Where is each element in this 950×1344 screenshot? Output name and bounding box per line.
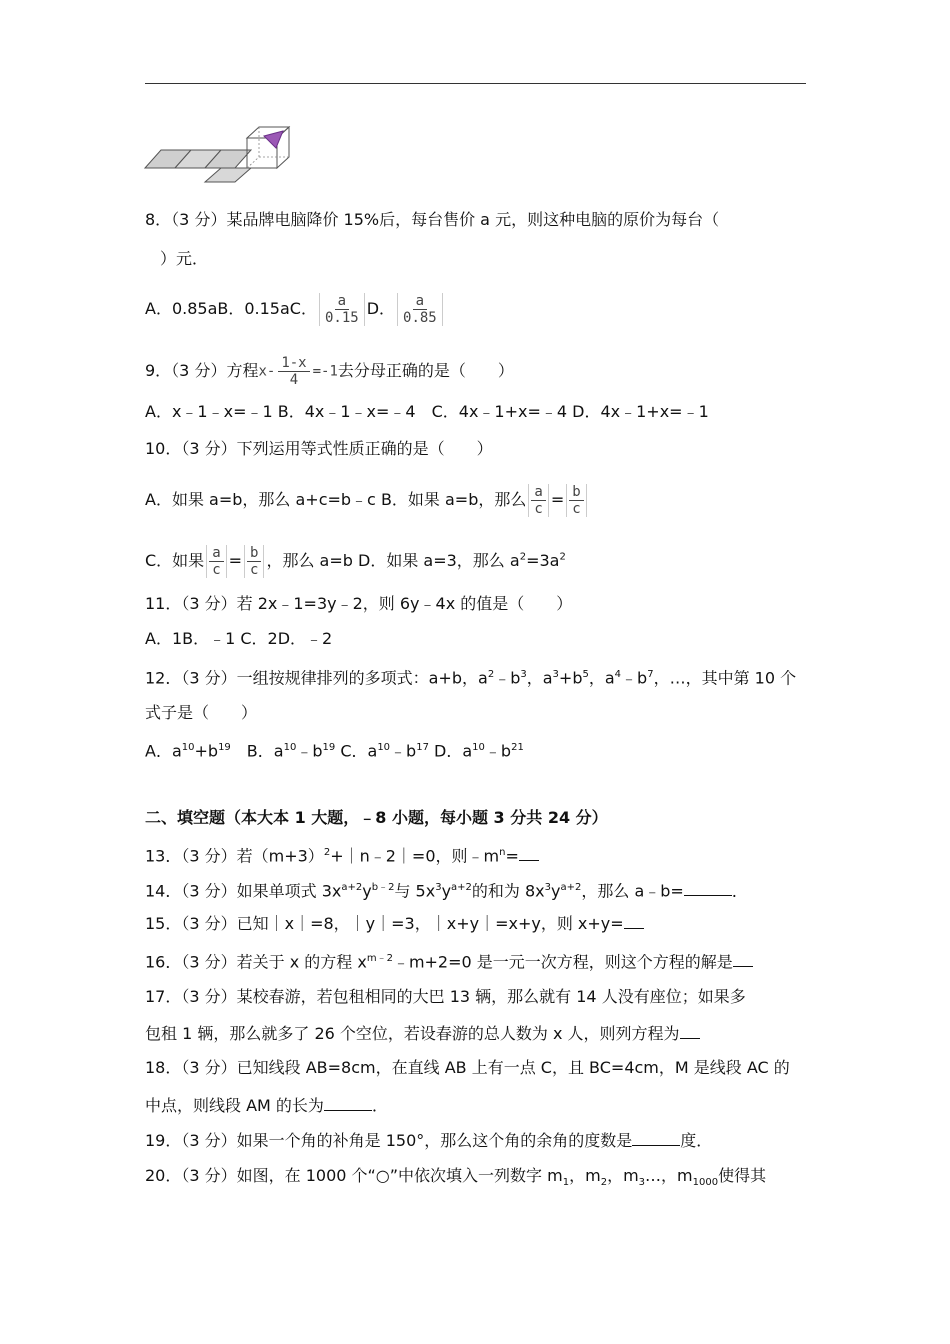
section-2-heading: 二、填空题（本大本 1 大题，﹣8 小题，每小题 3 分共 24 分） xyxy=(145,808,608,827)
q20-t4: …，m xyxy=(645,1166,693,1185)
q16-answer-blank[interactable] xyxy=(733,952,753,967)
q10-c-sup1: 2 xyxy=(519,551,527,563)
q9-equation xyxy=(258,355,337,388)
q18-answer-blank[interactable] xyxy=(324,1096,372,1111)
q11-stem: 11．（3 分）若 2x﹣1=3y﹣2，则 6y﹣4x 的值是（ ） xyxy=(145,594,573,613)
q14-t1: 14．（3 分）如果单项式 3x xyxy=(145,881,342,901)
q11-options: A．1B．﹣1 C．2D．﹣2 xyxy=(145,629,333,648)
q10-b-num2: b xyxy=(569,484,583,501)
q17-answer-blank[interactable] xyxy=(680,1024,700,1039)
q12-s6: 7 xyxy=(647,669,654,680)
q14-s6: a+2 xyxy=(560,882,582,893)
q12-o1s2: 19 xyxy=(218,742,231,753)
q16-t2: ﹣m+2=0 是一元一次方程，则这个方程的解是 xyxy=(392,952,733,972)
q10-b-den1: c xyxy=(534,501,543,517)
q10-b-den2: c xyxy=(572,501,581,517)
q10-c-den2: c xyxy=(250,562,259,578)
q14-s5: 3 xyxy=(544,882,552,893)
q10-options-cd xyxy=(145,545,566,578)
q12-t1: 12．（3 分）一组按规律排列的多项式：a+b，a xyxy=(145,668,488,688)
q12-t6: ﹣b xyxy=(621,668,648,688)
q12-s3: 3 xyxy=(552,669,559,680)
q17-line1: 17．（3 分）某校春游，若包租相同的大巴 13 辆，那么就有 14 人没有座位；如果多 xyxy=(145,987,746,1006)
cube-net-figure xyxy=(143,124,293,184)
q18-line2 xyxy=(145,1096,388,1116)
q12-t2: ﹣b xyxy=(494,668,521,688)
q10-c-post: ，那么 a=b D．如果 a=3，那么 a xyxy=(266,551,520,570)
q20-t1: 20．（3 分）如图，在 1000 个“○”中依次填入一列数字 m xyxy=(145,1166,563,1185)
q16-s1: m﹣2 xyxy=(366,953,393,964)
q9-pre: 9．（3 分）方程 xyxy=(145,361,259,380)
q14-t8: ． xyxy=(731,881,748,901)
q12-o4: D．a xyxy=(428,741,473,761)
header-rule xyxy=(145,83,806,84)
q8-option-d-label: D． xyxy=(366,299,396,318)
q10-b-num1: a xyxy=(531,484,545,501)
q14-t4: y xyxy=(441,881,452,901)
q12-o4s1: 10 xyxy=(472,742,485,753)
q9-eq-x: x- xyxy=(258,363,276,380)
q12-o1: A．a xyxy=(145,741,182,761)
q8-c-den: 0.15 xyxy=(324,310,359,326)
q10-c-frac1 xyxy=(206,545,226,578)
q16-stem xyxy=(145,949,753,972)
q12-o2s2: 19 xyxy=(322,742,336,753)
q10-c-num2: b xyxy=(247,545,261,562)
q14-t6: y xyxy=(551,881,561,901)
q14-stem xyxy=(145,878,748,901)
q18-line2-text: 中点，则线段 AM 的长为 xyxy=(145,1096,324,1115)
q20-t5: 使得其 xyxy=(718,1166,767,1185)
q10-b-eq: = xyxy=(550,490,565,509)
q12-o3b: ﹣b xyxy=(390,741,417,761)
q12-s5: 4 xyxy=(614,669,622,680)
q10-c-mid: =3a xyxy=(526,551,560,570)
q13-answer-blank[interactable] xyxy=(519,846,539,861)
q14-s4: a+2 xyxy=(451,882,472,893)
q8-option-d-fraction xyxy=(397,293,443,326)
q8-stem: 8．（3 分）某品牌电脑降价 15%后，每台售价 a 元，则这种电脑的原价为每台（ xyxy=(145,210,720,229)
q16-t1: 16．（3 分）若关于 x 的方程 x xyxy=(145,952,367,972)
q10-c-den1: c xyxy=(212,562,221,578)
q18-line1: 18．（3 分）已知线段 AB=8cm，在直线 AB 上有一点 C，且 BC=4cm，M 是线段 AC 的 xyxy=(145,1058,790,1077)
q10-stem: 10．（3 分）下列运用等式性质正确的是（ ） xyxy=(145,439,493,458)
q12-t5: ，a xyxy=(588,668,615,688)
q14-t7: ，那么 a﹣b= xyxy=(581,881,684,901)
q12-o4s2: 21 xyxy=(511,742,524,753)
q19-stem xyxy=(145,1131,712,1151)
q9-eq-rhs: =-1 xyxy=(312,363,338,380)
q14-s3: 3 xyxy=(435,882,442,893)
q10-c-sup2: 2 xyxy=(559,551,566,563)
q18-line2-end: ． xyxy=(371,1096,388,1115)
q20-s1: 1 xyxy=(562,1177,570,1189)
q8-c-num: a xyxy=(335,293,349,310)
q9-stem xyxy=(145,355,514,388)
q9-eq-fraction xyxy=(276,355,311,388)
q17-line2-text: 包租 1 辆，那么就多了 26 个空位，若设春游的总人数为 x 人，则列方程为 xyxy=(145,1024,680,1043)
q12-o2s1: 10 xyxy=(283,742,297,753)
q8-stem-cont: ）元． xyxy=(160,249,209,268)
q14-s1: a+2 xyxy=(341,882,363,893)
q20-s3: 3 xyxy=(638,1177,646,1189)
q12-o1b: +b xyxy=(194,741,219,761)
q12-stem xyxy=(145,665,796,688)
q12-o2b: ﹣b xyxy=(296,741,323,761)
q8-options xyxy=(145,293,445,326)
q12-stem-line2: 式子是（ ） xyxy=(145,703,258,722)
q10-a-text: A．如果 a=b，那么 a+c=b﹣c B．如果 a=b，那么 xyxy=(145,490,527,509)
q9-eq-num: 1-x xyxy=(278,355,309,372)
q10-b-frac1 xyxy=(528,484,548,517)
q20-t3: ，m xyxy=(607,1166,639,1185)
q13-s1: 2 xyxy=(323,847,331,858)
q10-c-eq: = xyxy=(228,551,243,570)
q10-options-ab xyxy=(145,484,589,517)
q10-c-pre: C．如果 xyxy=(145,551,205,570)
q8-d-num: a xyxy=(413,293,427,310)
q14-t5: 的和为 8x xyxy=(471,881,545,901)
q8-options-ab: A．0.85aB．0.15aC． xyxy=(145,299,317,318)
q12-o3s2: 17 xyxy=(416,742,429,753)
q20-t2: ，m xyxy=(569,1166,601,1185)
q20-s2: 2 xyxy=(600,1177,608,1189)
q19-answer-blank[interactable] xyxy=(632,1131,680,1146)
q12-s2: 3 xyxy=(520,669,527,680)
q20-stem xyxy=(145,1166,766,1193)
q12-s1: 2 xyxy=(487,669,495,680)
q12-s4: 5 xyxy=(582,669,589,680)
q12-o2: B．a xyxy=(230,741,284,761)
q15-answer-blank[interactable] xyxy=(624,914,644,929)
q10-c-num1: a xyxy=(209,545,223,562)
q8-d-den: 0.85 xyxy=(403,310,437,326)
q12-o4b: ﹣b xyxy=(484,741,512,761)
q12-t3: ，a xyxy=(526,668,553,688)
q10-b-frac2 xyxy=(566,484,586,517)
q13-t1: 13．（3 分）若（m+3） xyxy=(145,846,324,866)
q12-o3: C．a xyxy=(335,741,378,761)
q14-s2: b﹣2 xyxy=(371,882,395,893)
q13-t2: +｜n﹣2｜=0，则﹣m xyxy=(330,846,500,866)
q20-s4: 1000 xyxy=(692,1177,719,1189)
q12-o1s1: 10 xyxy=(181,742,195,753)
q9-options: A．x﹣1﹣x=﹣1 B．4x﹣1﹣x=﹣4 C．4x﹣1+x=﹣4 D．4x﹣1+x=﹣1 xyxy=(145,402,709,421)
q15-t1: 15．（3 分）已知｜x｜=8，｜y｜=3，｜x+y｜=x+y，则 x+y= xyxy=(145,914,624,933)
q17-line2 xyxy=(145,1024,700,1044)
q19-t2: 度． xyxy=(680,1131,713,1150)
q12-t4: +b xyxy=(558,668,583,688)
q14-t2: y xyxy=(362,881,372,901)
q14-t3: 与 5x xyxy=(394,881,436,901)
q8-option-c-fraction xyxy=(319,293,365,326)
q14-answer-blank[interactable] xyxy=(684,881,732,896)
q9-post: 去分母正确的是（ ） xyxy=(337,361,514,380)
q10-c-frac2 xyxy=(244,545,264,578)
q19-t1: 19．（3 分）如果一个角的补角是 150°，那么这个角的余角的度数是 xyxy=(145,1131,633,1150)
q12-options xyxy=(145,738,524,761)
q12-t7: ，…，其中第 10 个 xyxy=(653,668,797,688)
q9-eq-den: 4 xyxy=(289,372,299,388)
q13-t3: = xyxy=(505,846,519,866)
q13-s2: n xyxy=(499,847,506,858)
q15-stem xyxy=(145,914,644,934)
q12-o3s1: 10 xyxy=(377,742,391,753)
q13-stem xyxy=(145,843,539,866)
